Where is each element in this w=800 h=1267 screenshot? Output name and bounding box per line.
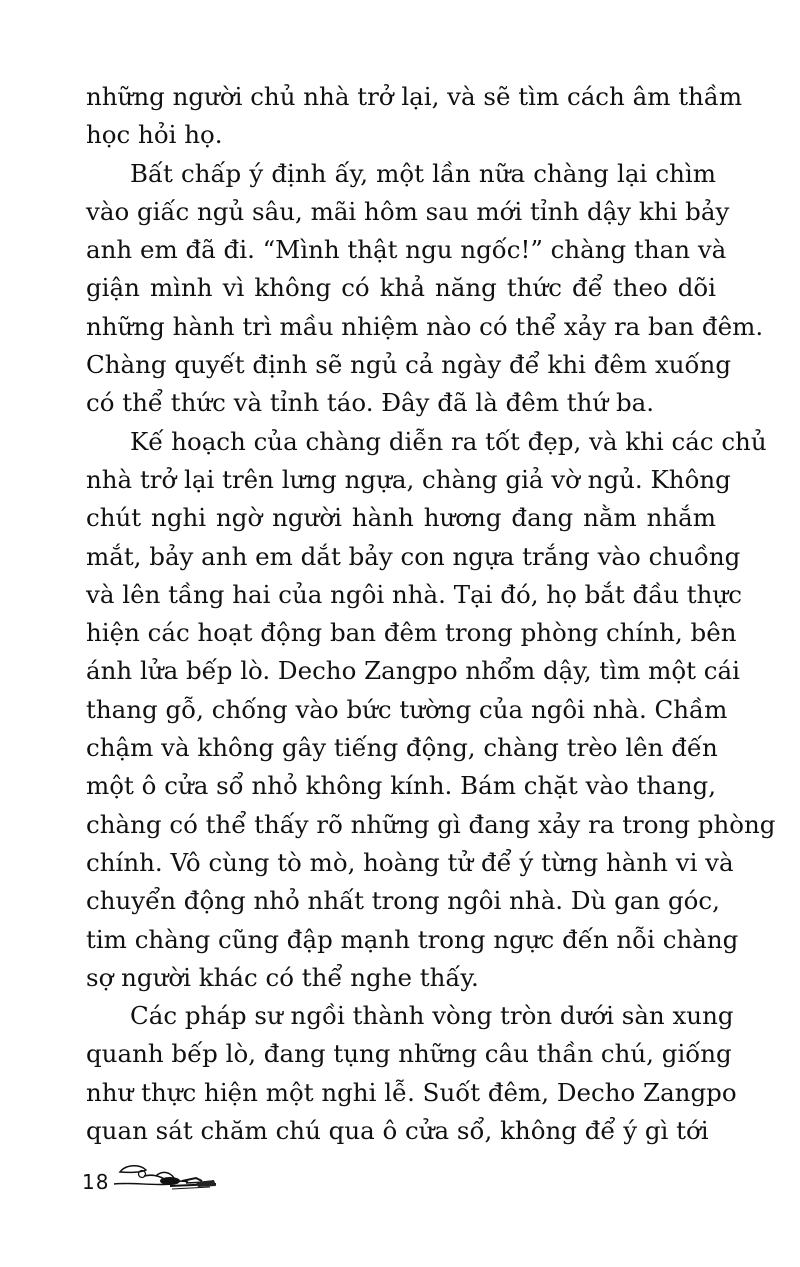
text-line: chút nghi ngờ người hành hương đang nằm nhắm xyxy=(86,503,716,533)
body-text xyxy=(86,78,776,1150)
page-number: 18 xyxy=(82,1170,110,1194)
text-line: quan sát chăm chú qua ô cửa sổ, không để ý gì tới xyxy=(86,1116,709,1146)
reclining-figure-icon xyxy=(112,1160,224,1199)
text-line: thang gỗ, chống vào bức tường của ngôi nhà. Chầm xyxy=(86,694,728,724)
page-footer xyxy=(82,1160,222,1204)
paragraph xyxy=(86,78,743,155)
text-line: như thực hiện một nghi lễ. Suốt đêm, Decho Zangpo xyxy=(86,1077,737,1107)
text-line: và lên tầng hai của ngôi nhà. Tại đó, họ bắt đầu thực xyxy=(86,579,742,609)
text-line: những người chủ nhà trở lại, và sẽ tìm cách âm thầm xyxy=(86,82,743,111)
paragraph xyxy=(86,155,764,423)
text-line: Các pháp sư ngồi thành vòng tròn dưới sàn xung xyxy=(130,1001,734,1031)
text-line: hiện các hoạt động ban đêm trong phòng chính, bên xyxy=(86,618,737,648)
text-line: Bất chấp ý định ấy, một lần nữa chàng lại chìm xyxy=(130,158,716,188)
text-line: chàng có thể thấy rõ những gì đang xảy ra trong phòng xyxy=(86,809,776,839)
text-line: anh em đã đi. “Mình thật ngu ngốc!” chàng than và xyxy=(86,235,727,265)
text-line: những hành trì mầu nhiệm nào có thể xảy ra ban đêm. xyxy=(86,311,764,341)
text-line: ánh lửa bếp lò. Decho Zangpo nhổm dậy, tìm một cái xyxy=(86,656,740,686)
text-line: Kế hoạch của chàng diễn ra tốt đẹp, và khi các chủ xyxy=(130,426,767,456)
text-line: học hỏi họ. xyxy=(86,120,223,150)
text-line: có thể thức và tỉnh táo. Đây đã là đêm thứ ba. xyxy=(86,388,655,418)
text-line: giận mình vì không có khả năng thức để theo dõi xyxy=(86,273,716,303)
paragraph xyxy=(86,997,737,1150)
text-line: mắt, bảy anh em dắt bảy con ngựa trắng vào chuồng xyxy=(86,541,741,571)
text-line: tim chàng cũng đập mạnh trong ngực đến nỗi chàng xyxy=(86,924,739,954)
paragraph xyxy=(86,423,776,997)
text-line: sợ người khác có thể nghe thấy. xyxy=(86,962,479,992)
text-line: chậm và không gây tiếng động, chàng trèo lên đến xyxy=(86,733,718,763)
text-line: vào giấc ngủ sâu, mãi hôm sau mới tỉnh dậy khi bảy xyxy=(86,196,730,226)
text-line: quanh bếp lò, đang tụng những câu thần chú, giống xyxy=(86,1039,732,1069)
text-line: một ô cửa sổ nhỏ không kính. Bám chặt vào thang, xyxy=(86,771,716,801)
text-line: chuyển động nhỏ nhất trong ngôi nhà. Dù gan góc, xyxy=(86,886,720,916)
text-line: nhà trở lại trên lưng ngựa, chàng giả vờ ngủ. Không xyxy=(86,464,731,494)
text-line: chính. Vô cùng tò mò, hoàng tử để ý từng hành vi và xyxy=(86,847,734,877)
text-line: Chàng quyết định sẽ ngủ cả ngày để khi đêm xuống xyxy=(86,350,732,380)
